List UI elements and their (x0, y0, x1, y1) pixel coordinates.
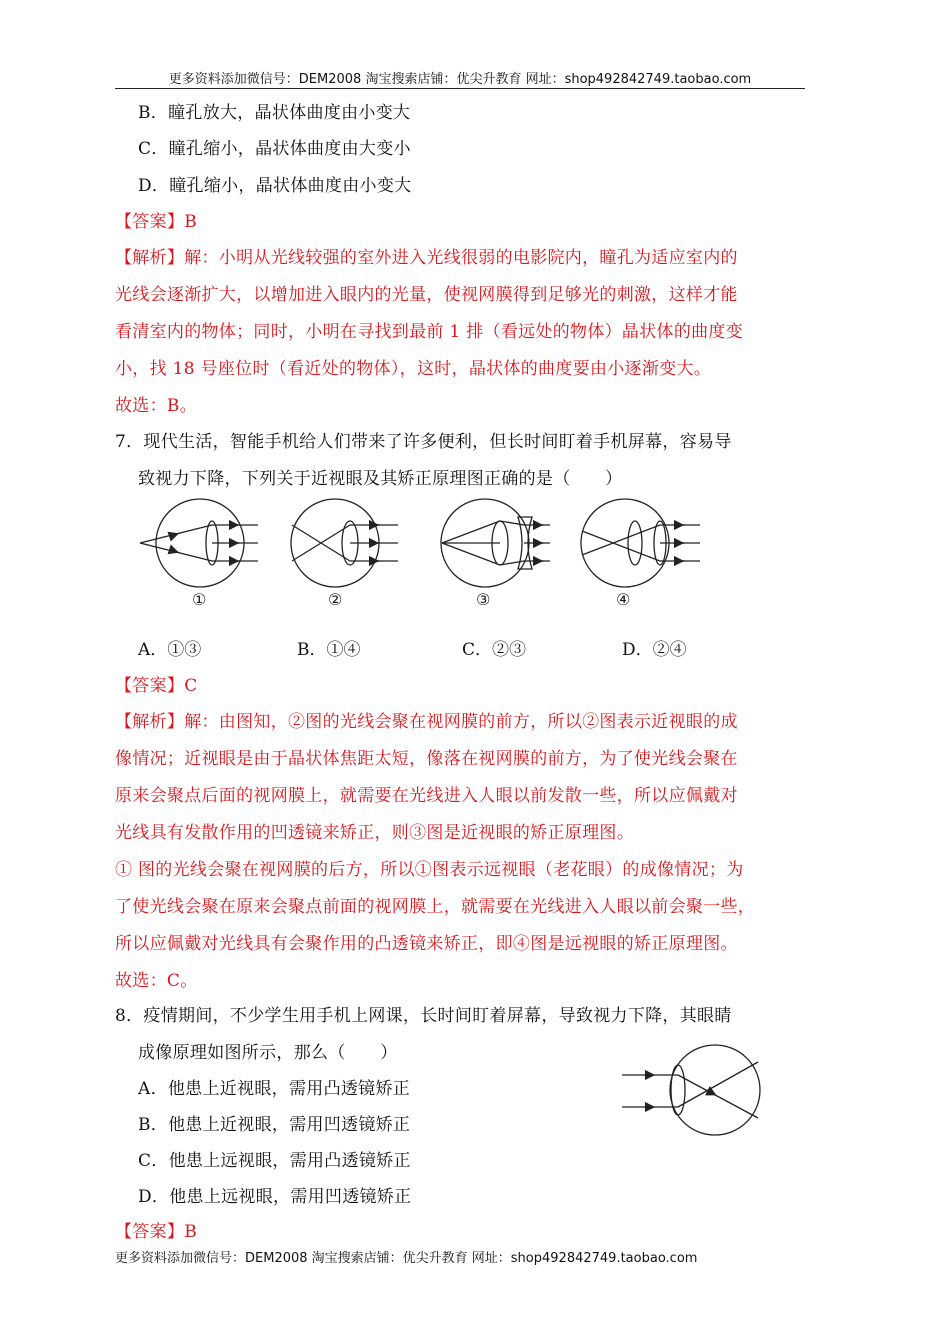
q7-stem-line-2: 致视力下降，下列关于近视眼及其矫正原理图正确的是（ ） (138, 469, 623, 489)
q7-option-c: C．②③ (462, 640, 527, 660)
q6-option-b: B．瞳孔放大，晶状体曲度由小变大 (138, 103, 411, 123)
q8-answer: 【答案】B (115, 1222, 197, 1242)
eye-diagram-1 (140, 499, 258, 587)
q7-analysis-line-7: 所以应佩戴对光线具有会聚作用的凸透镜来矫正，即④图是远视眼的矫正原理图。 (115, 934, 738, 954)
q6-analysis-line-2: 光线会逐渐扩大，以增加进入眼内的光量，使视网膜得到足够光的刺激，这样才能 (115, 285, 738, 305)
page-header: 更多资料添加微信号：DEM2008 淘宝搜索店铺：优尖升教育 网址：shop492842749.taobao.com (168, 72, 752, 87)
q7-analysis-line-3: 原来会聚点后面的视网膜上，就需要在光线进入人眼以前发散一些，所以应佩戴对 (115, 786, 738, 806)
q6-analysis-line-1 (115, 243, 738, 268)
q7-analysis-line-5: ① 图的光线会聚在视网膜的后方，所以①图表示远视眼（老花眼）的成像情况；为 (115, 860, 744, 880)
q6-analysis-text-1: 解：小明从光线较强的室外进入光线很弱的电影院内，瞳孔为适应室内的 (184, 248, 738, 268)
q7-eye-diagrams (130, 495, 710, 615)
figure-label-1: ① (192, 590, 207, 609)
q7-analysis-line-2: 像情况；近视眼是由于晶状体焦距太短，像落在视网膜的前方，为了使光线会聚在 (115, 749, 738, 769)
q6-conclusion: 故选：B。 (115, 396, 197, 416)
q8-option-a: A．他患上近视眼，需用凸透镜矫正 (138, 1079, 411, 1099)
page-footer: 更多资料添加微信号：DEM2008 淘宝搜索店铺：优尖升教育 网址：shop492842749.taobao.com (115, 1251, 698, 1266)
q7-conclusion: 故选：C。 (115, 971, 198, 991)
eye-diagram-2 (291, 499, 398, 587)
figure-label-4: ④ (616, 590, 631, 609)
q6-option-d: D．瞳孔缩小，晶状体曲度由小变大 (138, 176, 412, 196)
eye-diagram-4 (581, 499, 700, 587)
q8-stem-line-1: 8．疫情期间，不少学生用手机上网课，长时间盯着屏幕，导致视力下降，其眼睛 (115, 1006, 732, 1026)
q7-analysis-text-1: 解：由图知，②图的光线会聚在视网膜的前方，所以②图表示近视眼的成 (184, 712, 738, 732)
q7-answer: 【答案】C (115, 676, 198, 696)
q7-analysis-line-6: 了使光线会聚在原来会聚点前面的视网膜上，就需要在光线进入人眼以前会聚一些， (115, 897, 756, 917)
q7-analysis-line-1 (115, 707, 738, 732)
q7-stem-line-1: 7．现代生活，智能手机给人们带来了许多便利，但长时间盯着手机屏幕，容易导 (115, 432, 732, 452)
figure-label-3: ③ (476, 590, 491, 609)
q6-analysis-line-3: 看清室内的物体；同时，小明在寻找到最前 1 排（看远处的物体）晶状体的曲度变 (115, 322, 744, 342)
eye-diagram-3 (441, 499, 550, 587)
q8-option-d: D．他患上远视眼，需用凹透镜矫正 (138, 1187, 412, 1207)
q6-answer: 【答案】B (115, 212, 197, 232)
q7-option-b: B．①④ (297, 640, 361, 660)
q8-eye-diagram (620, 1040, 770, 1140)
q7-analysis-line-4: 光线具有发散作用的凹透镜来矫正，则③图是近视眼的矫正原理图。 (115, 823, 634, 843)
q6-option-c: C．瞳孔缩小，晶状体曲度由大变小 (138, 139, 411, 159)
q6-analysis-label: 【解析】 (115, 248, 185, 268)
header-divider (115, 88, 805, 89)
q8-option-c: C．他患上远视眼，需用凸透镜矫正 (138, 1151, 411, 1171)
q8-stem-line-2: 成像原理如图所示，那么（ ） (138, 1043, 398, 1063)
figure-label-2: ② (328, 590, 343, 609)
q6-analysis-line-4: 小，找 18 号座位时（看近处的物体），这时，晶状体的曲度要由小逐渐变大。 (115, 359, 712, 379)
q7-option-a: A．①③ (138, 640, 202, 660)
q7-option-d: D．②④ (622, 640, 687, 660)
q8-option-b: B．他患上近视眼，需用凹透镜矫正 (138, 1115, 411, 1135)
q7-analysis-label: 【解析】 (115, 712, 185, 732)
